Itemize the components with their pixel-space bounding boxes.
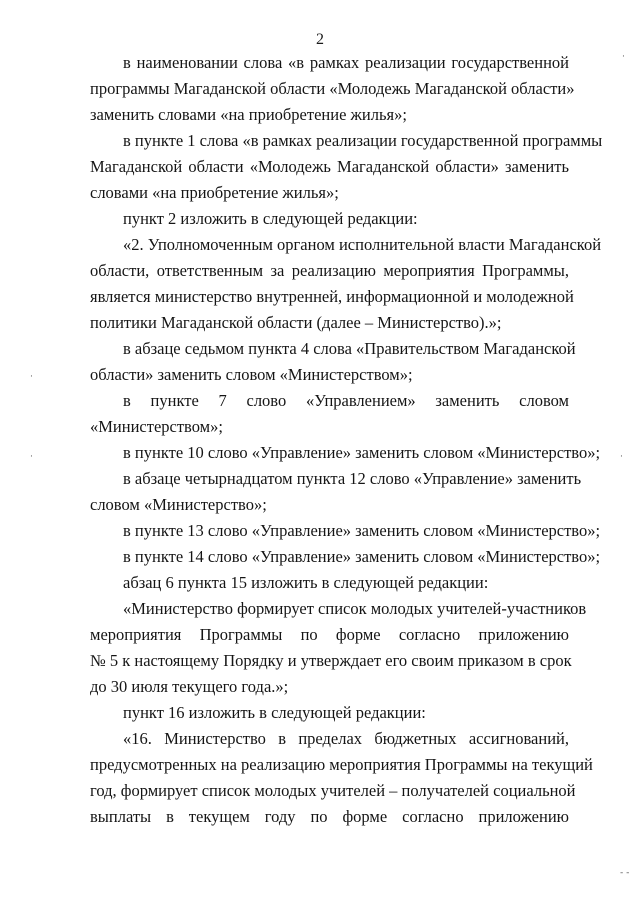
- text-line: в абзаце седьмом пункта 4 слова «Правительством Магаданской: [123, 339, 576, 358]
- text-line: в пункте 10 слово «Управление» заменить словом «Министерство»;: [123, 443, 601, 462]
- text-line: год, формирует список молодых учителей – получателей социальной: [90, 781, 576, 800]
- text-line: заменить словами «на приобретение жилья»;: [90, 105, 407, 124]
- page-number: 2: [316, 31, 324, 48]
- text-line: программы Магаданской области «Молодежь Магаданской области»: [90, 79, 575, 98]
- text-line: политики Магаданской области (далее – Министерство).»;: [90, 313, 502, 332]
- text-line: выплаты в текущем году по форме согласно приложению: [90, 807, 569, 826]
- text-line: предусмотренных на реализацию мероприятия Программы на текущий: [90, 755, 593, 774]
- scan-speck: - -: [620, 868, 630, 878]
- text-line: мероприятия Программы по форме согласно приложению: [90, 625, 569, 644]
- text-line: пункт 2 изложить в следующей редакции:: [123, 209, 418, 228]
- text-line: «16. Министерство в пределах бюджетных ассигнований,: [123, 729, 569, 748]
- text-line: является министерство внутренней, информационной и молодежной: [90, 287, 574, 306]
- text-line: словом «Министерство»;: [90, 495, 267, 514]
- text-line: «Министерство формирует список молодых учителей-участников: [123, 599, 587, 618]
- text-line: «Министерством»;: [90, 417, 223, 436]
- text-line: «2. Уполномоченным органом исполнительной власти Магаданской: [123, 235, 602, 254]
- text-line: до 30 июля текущего года.»;: [90, 677, 289, 696]
- text-line: в пункте 1 слова «в рамках реализации государственной программы: [123, 131, 603, 150]
- text-line: в пункте 14 слово «Управление» заменить словом «Министерство»;: [123, 547, 601, 566]
- text-line: № 5 к настоящему Порядку и утверждает его своим приказом в срок: [90, 651, 572, 670]
- scan-speck: ·: [30, 372, 33, 382]
- text-line: в пункте 7 слово «Управлением» заменить словом: [123, 391, 569, 410]
- scan-speck: ·: [30, 452, 33, 462]
- scan-speck: ·: [622, 52, 625, 62]
- text-line: области» заменить словом «Министерством»;: [90, 365, 413, 384]
- text-line: пункт 16 изложить в следующей редакции:: [123, 703, 426, 722]
- scan-speck: ·: [620, 452, 623, 462]
- text-line: словами «на приобретение жилья»;: [90, 183, 339, 202]
- text-line: в наименовании слова «в рамках реализации государственной: [123, 53, 569, 72]
- text-line: в абзаце четырнадцатом пункта 12 слово «Управление» заменить: [123, 469, 582, 488]
- text-line: абзац 6 пункта 15 изложить в следующей редакции:: [123, 573, 489, 592]
- text-line: в пункте 13 слово «Управление» заменить словом «Министерство»;: [123, 521, 601, 540]
- text-line: области, ответственным за реализацию мероприятия Программы,: [90, 261, 569, 280]
- text-line: Магаданской области «Молодежь Магаданской области» заменить: [90, 157, 569, 176]
